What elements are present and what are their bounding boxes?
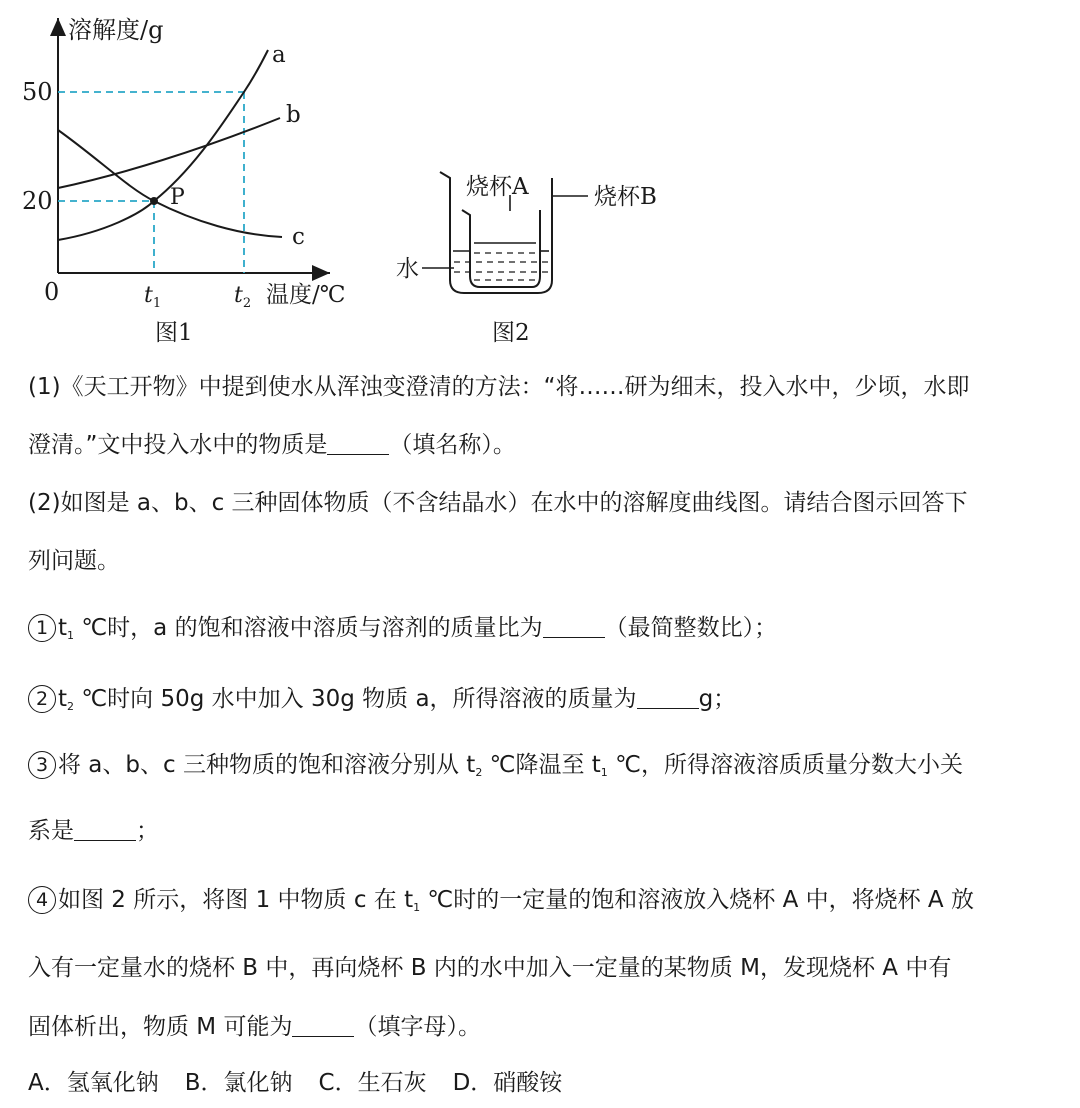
sub2-text-b: g；: [698, 686, 737, 712]
sub4-t: t: [404, 887, 414, 913]
figure1-caption: 图1: [155, 320, 193, 346]
curve-c: [58, 130, 282, 237]
curve-b-label: b: [286, 102, 301, 128]
sub4-t-sub: 1: [413, 901, 421, 914]
sub2-answer-blank[interactable]: [637, 686, 699, 709]
sub3-line2-b: ；: [136, 818, 159, 844]
sub3-text-a: 将 a、b、c 三种物质的饱和溶液分别从: [58, 752, 467, 778]
sub3-line2: [28, 816, 1068, 846]
sub3-text-b: ℃降温至: [482, 752, 592, 778]
sub3-t1-sub: 2: [475, 766, 483, 779]
point-p-label: P: [170, 185, 185, 210]
curve-a: [58, 50, 268, 240]
q1-text-a: 澄清。”文中投入水中的物质是: [28, 432, 328, 458]
y-axis-label: 溶解度/g: [68, 16, 164, 44]
origin-label: 0: [44, 278, 60, 306]
sub1-number: 1: [28, 614, 56, 642]
x-tick-t2-base: t: [234, 283, 243, 308]
beaker-diagram: [396, 172, 657, 346]
curve-b: [58, 118, 280, 188]
curve-c-label: c: [292, 224, 305, 250]
sub4-text-a: 如图 2 所示，将图 1 中物质 c 在: [58, 887, 405, 913]
sub1-line: [28, 613, 1068, 651]
sub3-t2: t: [591, 752, 601, 778]
sub4-line1: [28, 885, 1068, 923]
curve-a-label: a: [272, 42, 286, 68]
q1-line2: [28, 430, 1068, 460]
x-tick-t1-sub: 1: [152, 296, 162, 311]
sub3-number: 3: [28, 751, 56, 779]
q2-line2: 列问题。: [28, 548, 120, 574]
sub2-number: 2: [28, 685, 56, 713]
figures: [0, 0, 1080, 350]
intersection-point-p: [150, 197, 158, 205]
sub2-t-sub: 2: [67, 700, 75, 713]
liquid-dashes: [454, 253, 548, 280]
sub4-text-b: ℃时的一定量的饱和溶液放入烧杯 A 中，将烧杯 A 放: [420, 887, 974, 913]
y-tick-20: 20: [22, 187, 53, 215]
solubility-chart: [22, 16, 345, 346]
sub4-line3: [28, 1012, 1068, 1042]
sub1-text-a: ℃时，a 的饱和溶液中溶质与溶剂的质量比为: [74, 615, 543, 641]
sub1-t: t: [58, 615, 68, 641]
q1-answer-blank[interactable]: [327, 432, 389, 455]
choices-line: [28, 1068, 1068, 1098]
choice-d[interactable]: D．硝酸铵: [452, 1070, 563, 1096]
sub2-t: t: [58, 686, 68, 712]
choice-c[interactable]: C．生石灰: [318, 1070, 427, 1096]
x-axis-label: 温度/℃: [266, 282, 346, 308]
sub4-number: 4: [28, 886, 56, 914]
choice-b[interactable]: B．氯化钠: [184, 1070, 293, 1096]
sub3-line2-a: 系是: [28, 818, 74, 844]
y-tick-50: 50: [22, 78, 53, 106]
q1-text-b: （填名称）。: [389, 432, 516, 458]
sub4-answer-blank[interactable]: [292, 1014, 354, 1037]
sub2-line: [28, 684, 1068, 722]
sub2-text-a: ℃时向 50g 水中加入 30g 物质 a，所得溶液的质量为: [74, 686, 637, 712]
sub1-answer-blank[interactable]: [543, 615, 605, 638]
water-label: 水: [396, 256, 419, 282]
q1-line1: (1)《天工开物》中提到使水从浑浊变澄清的方法：“将……研为细末，投入水中，少顷，水即: [28, 374, 970, 400]
sub3-line1: [28, 750, 1068, 788]
figure2-caption: 图2: [492, 320, 530, 346]
sub3-answer-blank[interactable]: [74, 818, 136, 841]
sub3-t1: t: [466, 752, 476, 778]
beaker-a-label: 烧杯A: [466, 174, 529, 200]
sub4-line3-a: 固体析出，物质 M 可能为: [28, 1014, 293, 1040]
x-tick-t1: [144, 283, 161, 311]
x-tick-t2: [234, 283, 251, 311]
beaker-b-label: 烧杯B: [594, 184, 657, 210]
beaker-a-outline: [462, 210, 540, 287]
sub4-line2: 入有一定量水的烧杯 B 中，再向烧杯 B 内的水中加入一定量的某物质 M，发现烧杯 A 中有: [28, 955, 952, 981]
x-tick-t1-base: t: [144, 283, 153, 308]
sub3-t2-sub: 1: [600, 766, 608, 779]
sub4-line3-b: （填字母）。: [354, 1014, 481, 1040]
sub1-text-b: （最简整数比）；: [604, 615, 778, 641]
sub3-text-c: ℃，所得溶液溶质质量分数大小关: [607, 752, 963, 778]
choice-a[interactable]: A．氢氧化钠: [28, 1070, 159, 1096]
sub1-t-sub: 1: [67, 629, 75, 642]
q2-line1: (2)如图是 a、b、c 三种固体物质（不含结晶水）在水中的溶解度曲线图。请结合图示回答下: [28, 490, 968, 516]
x-tick-t2-sub: 2: [242, 296, 252, 311]
